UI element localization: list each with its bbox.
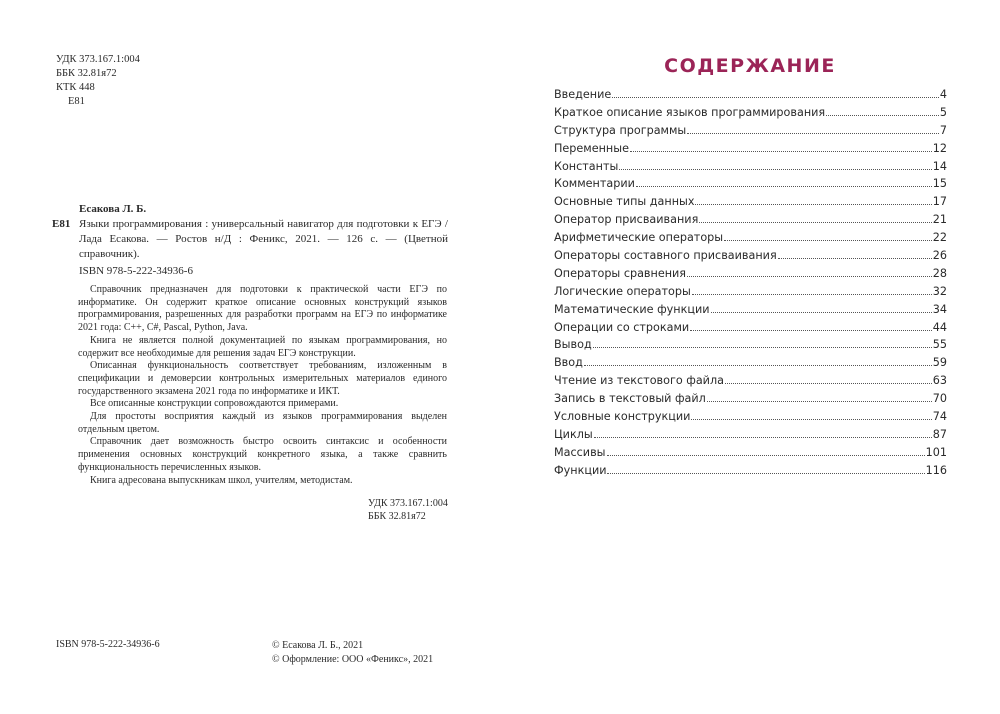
toc-entry[interactable] bbox=[554, 428, 947, 446]
toc-entry-page: 34 bbox=[932, 302, 947, 316]
bibliographic-record bbox=[52, 202, 448, 279]
right-page bbox=[500, 0, 1000, 714]
toc-entry[interactable] bbox=[554, 392, 947, 410]
toc-entry[interactable] bbox=[554, 142, 947, 160]
toc-leader-dots bbox=[619, 168, 931, 170]
annotation-paragraph: Книга адресована выпускникам школ, учителям, методистам. bbox=[90, 474, 353, 486]
toc-entry[interactable] bbox=[554, 177, 947, 195]
toc-leader-dots bbox=[636, 185, 932, 187]
bbk-code: ББК 32.81я72 bbox=[368, 511, 426, 522]
toc-entry-page: 63 bbox=[932, 374, 947, 388]
annotation-paragraph: Справочник предназначен для подготовки к практической части ЕГЭ по информатике. Он содержит краткое описание основных конструкций языков программирования, разрешенных для разработки программ на ЕГЭ по информатике 2021 года: C++, C#, Pascal, Python, Java. bbox=[78, 284, 447, 334]
toc-entry-page: 87 bbox=[932, 427, 947, 441]
toc-entry[interactable] bbox=[554, 88, 947, 106]
isbn: ISBN 978-5-222-34936-6 bbox=[79, 265, 193, 277]
ktk-code: КТК 448 bbox=[56, 82, 95, 93]
bibliographic-description: Языки программирования : универсальный навигатор для подготовки к ЕГЭ / Лада Есакова. — Ростов н/Д : Феникс, 2021. — 126 с. — (Цветной справочник). bbox=[79, 218, 448, 260]
bbk-code: ББК 32.81я72 bbox=[56, 68, 117, 79]
toc-leader-dots bbox=[687, 275, 932, 277]
toc-entry-label: Операции со строками bbox=[554, 320, 690, 334]
toc-entry-label: Арифметические операторы bbox=[554, 231, 724, 245]
toc-entry-page: 55 bbox=[932, 338, 947, 352]
toc-entry-page: 7 bbox=[939, 123, 947, 137]
toc-leader-dots bbox=[695, 203, 931, 205]
toc-leader-dots bbox=[630, 150, 932, 152]
toc-entry-page: 28 bbox=[932, 266, 947, 280]
toc-entry[interactable] bbox=[554, 374, 947, 392]
toc-leader-dots bbox=[692, 293, 932, 295]
toc-entry-label: Введение bbox=[554, 88, 612, 101]
toc-entry-page: 22 bbox=[932, 231, 947, 245]
toc-leader-dots bbox=[690, 329, 932, 331]
toc-title: СОДЕРЖАНИЕ bbox=[664, 55, 836, 77]
toc-entry-label: Константы bbox=[554, 159, 619, 173]
toc-entry[interactable] bbox=[554, 356, 947, 374]
annotation-paragraph: Для простоты восприятия каждый из языков программирования выделен отдельным цветом. bbox=[78, 411, 447, 435]
copyright-author: © Есакова Л. Б., 2021 bbox=[272, 640, 364, 651]
toc-entry[interactable] bbox=[554, 285, 947, 303]
toc-entry[interactable] bbox=[554, 303, 947, 321]
toc-leader-dots bbox=[607, 454, 925, 456]
toc-entry[interactable] bbox=[554, 410, 947, 428]
toc-leader-dots bbox=[826, 114, 939, 116]
toc-entry[interactable] bbox=[554, 106, 947, 124]
toc-entry-page: 44 bbox=[932, 320, 947, 334]
toc-entry-page: 15 bbox=[932, 177, 947, 191]
toc-entry-label: Вывод bbox=[554, 338, 592, 352]
toc-entry-page: 21 bbox=[932, 213, 947, 227]
toc-entry-page: 5 bbox=[939, 105, 947, 119]
table-of-contents bbox=[554, 88, 947, 482]
toc-leader-dots bbox=[699, 221, 931, 223]
toc-entry-page: 14 bbox=[932, 159, 947, 173]
toc-entry-label: Операторы сравнения bbox=[554, 266, 687, 280]
toc-entry[interactable] bbox=[554, 446, 947, 464]
toc-entry-page: 116 bbox=[925, 463, 947, 477]
toc-entry[interactable] bbox=[554, 213, 947, 231]
toc-leader-dots bbox=[607, 472, 924, 474]
toc-leader-dots bbox=[724, 239, 932, 241]
toc-entry-label: Массивы bbox=[554, 445, 606, 459]
copyright bbox=[272, 639, 433, 666]
toc-entry-page: 70 bbox=[932, 392, 947, 406]
toc-leader-dots bbox=[711, 311, 932, 313]
toc-entry-label: Ввод bbox=[554, 356, 583, 370]
toc-entry-label: Переменные bbox=[554, 141, 629, 155]
toc-entry-label: Основные типы данных bbox=[554, 195, 695, 209]
toc-entry[interactable] bbox=[554, 195, 947, 213]
toc-leader-dots bbox=[594, 436, 932, 438]
annotation-paragraph: Книга не является полной документацией по языкам программирования, но содержит все необходимые для решения задач ЕГЭ конструкции. bbox=[78, 334, 447, 359]
toc-entry[interactable] bbox=[554, 321, 947, 339]
toc-leader-dots bbox=[778, 257, 932, 259]
toc-leader-dots bbox=[612, 96, 939, 98]
toc-entry-page: 74 bbox=[932, 410, 947, 424]
toc-entry-label: Циклы bbox=[554, 427, 593, 441]
toc-entry-label: Чтение из текстового файла bbox=[554, 374, 724, 388]
toc-entry-label: Комментарии bbox=[554, 177, 635, 191]
annotation bbox=[78, 284, 447, 487]
toc-entry-label: Краткое описание языков программирования bbox=[554, 105, 826, 119]
toc-entry-label: Математические функции bbox=[554, 302, 710, 316]
toc-entry-page: 17 bbox=[932, 195, 947, 209]
classification-codes bbox=[56, 53, 140, 109]
toc-leader-dots bbox=[707, 400, 932, 402]
toc-entry-page: 4 bbox=[939, 88, 947, 101]
toc-leader-dots bbox=[691, 418, 931, 420]
footer-isbn: ISBN 978-5-222-34936-6 bbox=[56, 639, 160, 650]
toc-entry-page: 59 bbox=[932, 356, 947, 370]
annotation-paragraph: Описанная функциональность соответствует требованиям, изложенным в спецификации и демоверсии контрольных измерительных материалов единого государственного экзамена 2021 года по информатике и ИКТ. bbox=[78, 360, 447, 397]
toc-entry-label: Оператор присваивания bbox=[554, 213, 699, 227]
toc-leader-dots bbox=[593, 346, 932, 348]
toc-entry-page: 32 bbox=[932, 284, 947, 298]
toc-entry-page: 26 bbox=[932, 249, 947, 263]
toc-entry-label: Операторы составного присваивания bbox=[554, 249, 777, 263]
catalog-code: Е81 bbox=[52, 218, 71, 230]
toc-entry-label: Функции bbox=[554, 463, 607, 477]
toc-leader-dots bbox=[687, 132, 939, 134]
annotation-paragraph: Все описанные конструкции сопровождаются примерами. bbox=[90, 398, 339, 410]
toc-entry[interactable] bbox=[554, 464, 947, 482]
toc-leader-dots bbox=[725, 382, 932, 384]
author: Есакова Л. Б. bbox=[79, 203, 147, 215]
copyright-design: © Оформление: ООО «Феникс», 2021 bbox=[272, 653, 434, 665]
toc-entry-page: 12 bbox=[932, 141, 947, 155]
toc-entry[interactable] bbox=[554, 124, 947, 142]
toc-entry-label: Структура программы bbox=[554, 123, 687, 137]
toc-entry-label: Запись в текстовый файл bbox=[554, 392, 706, 406]
annotation-paragraph: Справочник дает возможность быстро освоить синтаксис и особенности применения основных конструкций конкретного языка, а также сравнить функциональность перечисленных языков. bbox=[78, 436, 447, 473]
toc-entry[interactable] bbox=[554, 160, 947, 178]
toc-entry-page: 101 bbox=[925, 445, 947, 459]
toc-entry-label: Логические операторы bbox=[554, 284, 691, 298]
bottom-codes bbox=[368, 497, 448, 523]
toc-entry[interactable] bbox=[554, 267, 947, 285]
toc-leader-dots bbox=[584, 364, 932, 366]
udk-code: УДК 373.167.1:004 bbox=[56, 54, 140, 65]
author-mark: Е81 bbox=[68, 96, 85, 107]
toc-entry-label: Условные конструкции bbox=[554, 410, 691, 424]
toc-entry[interactable] bbox=[554, 231, 947, 249]
udk-code: УДК 373.167.1:004 bbox=[368, 498, 448, 509]
toc-entry[interactable] bbox=[554, 338, 947, 356]
toc-entry[interactable] bbox=[554, 249, 947, 267]
